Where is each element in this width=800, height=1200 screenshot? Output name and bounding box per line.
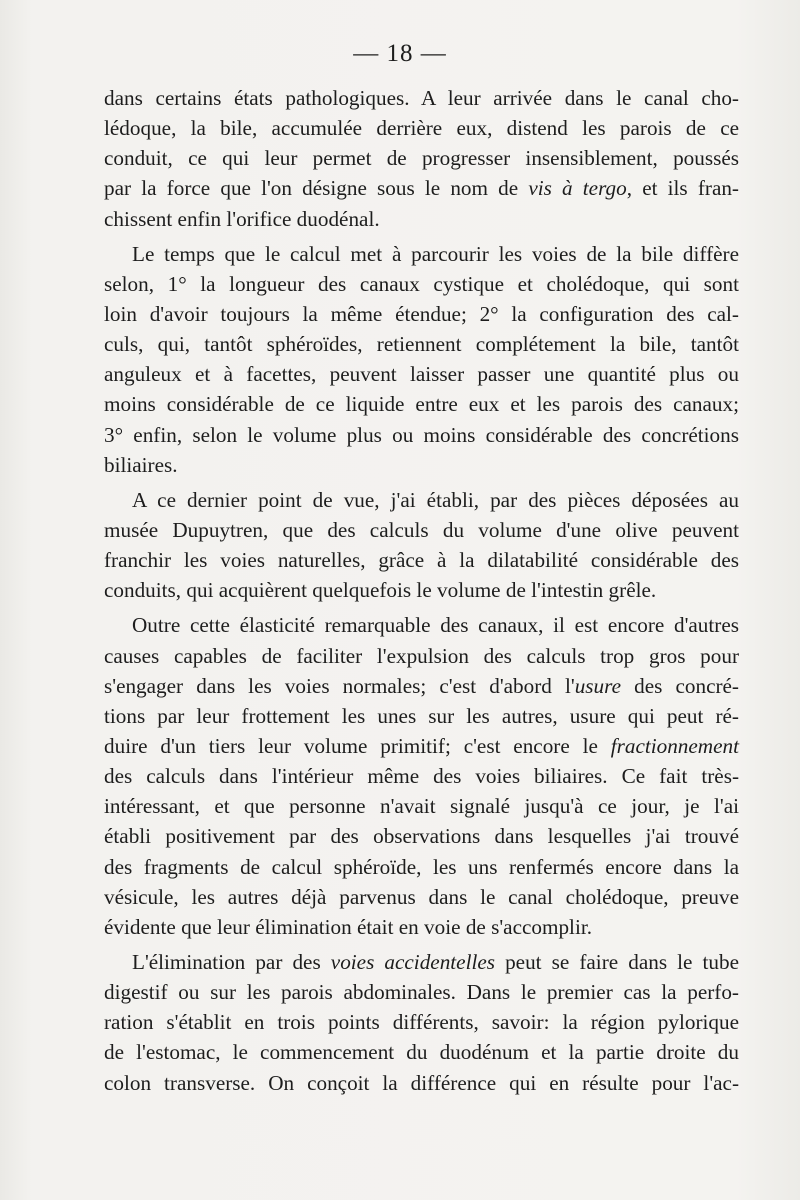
text-line [104, 701, 739, 731]
text-segment: dans certains états pathologiques. A leur arrivée dans le canal cho- [104, 86, 739, 110]
text-line [104, 977, 739, 1007]
text-segment: conduits, qui acquièrent quelquefois le volume de l'intestin grêle. [104, 578, 657, 603]
body-text [104, 83, 739, 1098]
italic-text: vis à tergo [528, 176, 627, 201]
text-segment: intéressant, et que personne n'avait signalé jusqu'à ce jour, je l'ai [104, 794, 739, 819]
text-line [104, 450, 739, 480]
text-line [104, 389, 739, 419]
text-segment: A ce dernier point de vue, j'ai établi, par des pièces déposées au [132, 487, 739, 512]
text-line [104, 83, 739, 113]
text-segment: digestif ou sur les parois abdominales. Dans le premier cas la perfo- [104, 980, 739, 1005]
text-line [104, 882, 739, 912]
text-segment: peut se faire dans le tube [495, 949, 739, 974]
text-line [104, 173, 739, 203]
text-segment: chissent enfin l'orifice duodénal. [104, 206, 380, 231]
text-segment: anguleux et à facettes, peuvent laisser passer une quantité plus ou [104, 362, 739, 387]
text-segment: tions par leur frottement les unes sur les autres, usure qui peut ré- [104, 703, 739, 728]
text-line [104, 575, 739, 605]
text-segment: conduit, ce qui leur permet de progresser insensiblement, poussés [104, 146, 739, 171]
text-line [104, 671, 739, 701]
text-line [104, 610, 739, 640]
text-line [104, 359, 739, 389]
text-segment: colon transverse. On conçoit la différence qui en résulte pour l'ac- [104, 1070, 739, 1095]
text-line [104, 143, 739, 173]
text-line [104, 731, 739, 761]
text-line [104, 329, 739, 359]
text-line [104, 239, 739, 269]
text-segment: vésicule, les autres déjà parvenus dans le canal cholédoque, preuve [104, 884, 739, 909]
text-line [104, 641, 739, 671]
text-segment: des concré- [621, 673, 739, 698]
text-line [104, 113, 739, 143]
text-line [104, 947, 739, 977]
text-line [104, 1068, 739, 1098]
text-line [104, 204, 739, 234]
text-segment: musée Dupuytren, que des calculs du volume d'une olive peuvent [104, 517, 739, 542]
text-line [104, 1007, 739, 1037]
text-segment: loin d'avoir toujours la même étendue; 2° la configuration des cal- [104, 301, 739, 326]
text-segment: s'engager dans les voies normales; c'est d'abord l' [104, 673, 575, 698]
text-segment: culs, qui, tantôt sphéroïdes, retiennent complétement la bile, tantôt [104, 332, 739, 357]
text-segment: Outre cette élasticité remarquable des canaux, il est encore d'autres [132, 613, 739, 638]
italic-text: fractionnement [610, 733, 739, 758]
text-segment: lédoque, la bile, accumulée derrière eux, distend les parois de ce [104, 116, 739, 141]
text-line [104, 299, 739, 329]
italic-text: usure [574, 673, 621, 698]
page-number: — 18 — [353, 40, 447, 67]
text-line [104, 852, 739, 882]
text-line [104, 420, 739, 450]
text-line [104, 912, 739, 942]
text-line [104, 515, 739, 545]
text-segment: moins considérable de ce liquide entre eux et les parois des canaux; [104, 392, 739, 417]
text-line [104, 545, 739, 575]
text-line [104, 1037, 739, 1067]
text-segment: des fragments de calcul sphéroïde, les uns renfermés encore dans la [104, 854, 739, 879]
text-segment: selon, 1° la longueur des canaux cystique et cholédoque, qui sont [104, 271, 739, 296]
text-line [104, 791, 739, 821]
text-segment: ration s'établit en trois points différents, savoir: la région pylorique [104, 1010, 739, 1035]
text-segment: établi positivement par des observations dans lesquelles j'ai trouvé [104, 824, 739, 849]
text-line [104, 485, 739, 515]
text-line [104, 821, 739, 851]
text-line [104, 761, 739, 791]
text-segment: par la force que l'on désigne sous le nom de [104, 176, 529, 201]
text-segment: , et ils fran- [626, 176, 739, 201]
text-segment: de l'estomac, le commencement du duodénum et la partie droite du [104, 1040, 739, 1065]
text-segment: franchir les voies naturelles, grâce à la dilatabilité considérable des [104, 548, 739, 573]
text-segment: Le temps que le calcul met à parcourir les voies de la bile diffère [132, 241, 739, 266]
text-segment: 3° enfin, selon le volume plus ou moins considérable des concrétions [104, 422, 739, 447]
text-segment: évidente que leur élimination était en voie de s'accomplir. [104, 914, 593, 939]
italic-text: voies accidentelles [330, 949, 495, 974]
text-segment: causes capables de faciliter l'expulsion des calculs trop gros pour [104, 643, 739, 668]
text-segment: des calculs dans l'intérieur même des voies biliaires. Ce fait très- [104, 764, 739, 789]
text-line [104, 269, 739, 299]
text-segment: duire d'un tiers leur volume primitif; c'est encore le [104, 733, 611, 758]
text-segment: biliaires. [104, 452, 178, 477]
text-segment: L'élimination par des [132, 949, 331, 974]
